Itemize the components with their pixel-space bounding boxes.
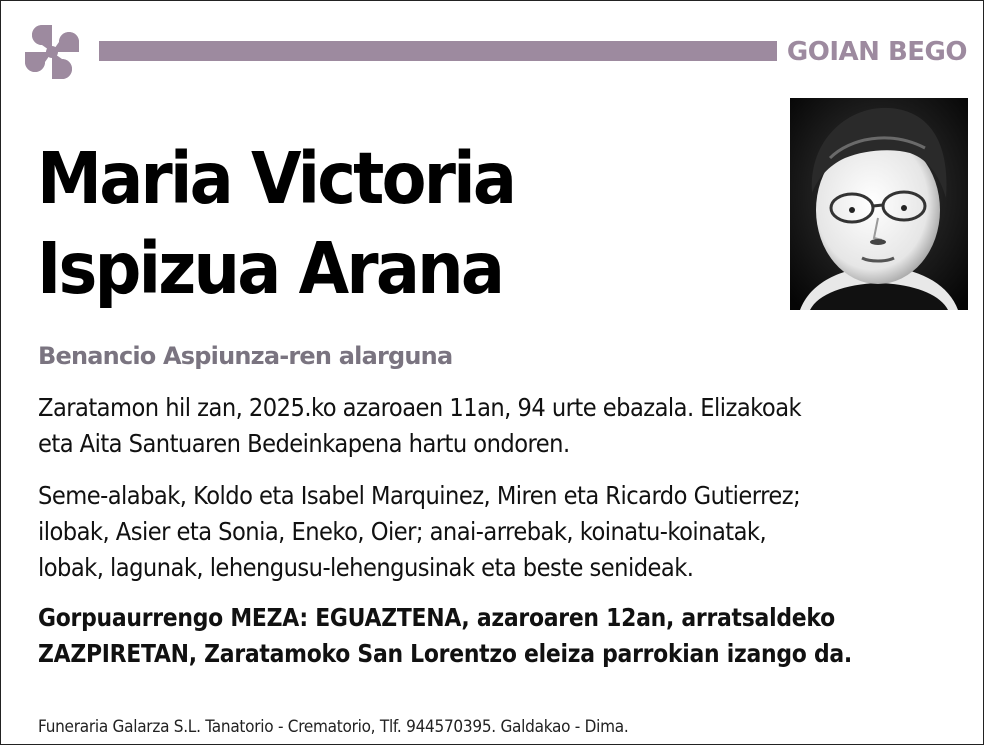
text-line: Zaratamon hil zan, 2025.ko azaroaen 11an, 94 urte ebazala. Elizakoak: [38, 393, 802, 422]
section-label: GOIAN BEGO: [786, 37, 967, 67]
death-announcement: [38, 390, 907, 462]
portrait-photo: [790, 98, 968, 310]
lauburu-icon: [15, 15, 89, 89]
text-line: ZAZPIRETAN, Zaratamoko San Lorentzo eleiza parrokian izango da.: [38, 639, 852, 668]
family-list: [38, 478, 907, 586]
name-line-2: Ispizua Arana: [37, 227, 503, 310]
header-rule: [99, 41, 777, 61]
text-line: eta Aita Santuaren Bedeinkapena hartu ondoren.: [38, 429, 570, 458]
text-line: Seme-alabak, Koldo eta Isabel Marquinez, Miren eta Ricardo Gutierrez;: [38, 481, 801, 510]
deceased-name: [37, 134, 718, 314]
funeral-home-footer: Funeraria Galarza S.L. Tanatorio - Crematorio, Tlf. 944570395. Galdakao - Dima.: [38, 717, 629, 737]
name-line-1: Maria Victoria: [37, 137, 515, 220]
text-line: Gorpuaurrengo MEZA: EGUAZTENA, azaroaren 12an, arratsaldeko: [38, 603, 835, 632]
relation-subtitle: Benancio Aspiunza-ren alarguna: [38, 342, 453, 370]
mass-details: [38, 600, 897, 672]
text-line: lobak, lagunak, lehengusu-lehengusinak eta beste senideak.: [38, 553, 694, 582]
text-line: ilobak, Asier eta Sonia, Eneko, Oier; anai-arrebak, koinatu-koinatak,: [38, 517, 767, 546]
